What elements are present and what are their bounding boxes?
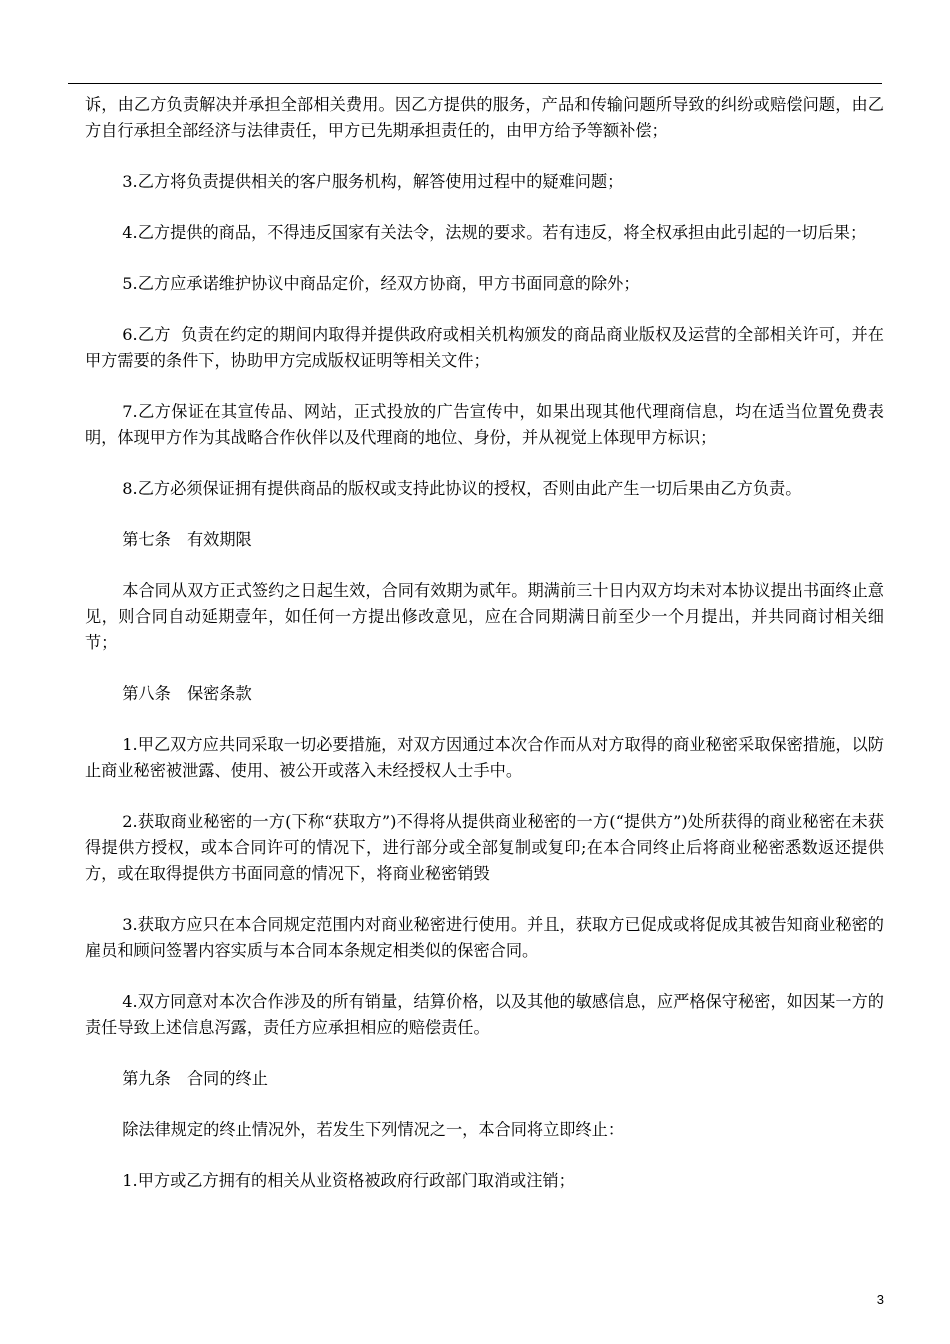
paragraph-continuation: 诉，由乙方负责解决并承担全部相关费用。因乙方提供的服务，产品和传输问题所导致的纠纷或赔偿问题，由乙方自行承担全部经济与法律责任，甲方已先期承担责任的，由甲方给予等额补偿； — [85, 95, 884, 140]
clause-5: 5.乙方应承诺维护协议中商品定价，经双方协商，甲方书面同意的除外； — [122, 274, 640, 293]
article-8-clause-2: 2.获取商业秘密的一方(下称“获取方”)不得将从提供商业秘密的一方(“提供方”)处所获得的商业秘密在未获得提供方授权，或本合同许可的情况下，进行部分或全部复制或复印;在本合同终止后将商业秘密悉数返还提供方，或在取得提供方书面同意的情况下，将商业秘密销毁 — [85, 812, 884, 883]
article-9-clause-1: 1.甲方或乙方拥有的相关从业资格被政府行政部门取消或注销； — [122, 1171, 575, 1190]
article-8-clause-4: 4.双方同意对本次合作涉及的所有销量，结算价格，以及其他的敏感信息，应严格保守秘密，如因某一方的责任导致上述信息泻露，责任方应承担相应的赔偿责任。 — [85, 992, 884, 1037]
article-8-heading: 第八条 保密条款 — [122, 684, 252, 703]
document-body — [85, 92, 884, 1219]
clause-7: 7.乙方保证在其宣传品、网站，正式投放的广告宣传中，如果出现其他代理商信息，均在适当位置免费表明，体现甲方作为其战略合作伙伴以及代理商的地位、身份，并从视觉上体现甲方标识； — [85, 402, 884, 447]
article-7-heading: 第七条 有效期限 — [122, 530, 252, 549]
article-7-body: 本合同从双方正式签约之日起生效，合同有效期为贰年。期满前三十日内双方均未对本协议提出书面终止意见，则合同自动延期壹年，如任何一方提出修改意见，应在合同期满日前至少一个月提出，并共同商讨相关细节； — [85, 581, 884, 652]
article-9-intro: 除法律规定的终止情况外，若发生下列情况之一，本合同将立即终止： — [122, 1120, 625, 1139]
clause-6: 6.乙方 负责在约定的期间内取得并提供政府或相关机构颁发的商品商业版权及运营的全部相关许可，并在甲方需要的条件下，协助甲方完成版权证明等相关文件； — [85, 325, 884, 370]
clause-3: 3.乙方将负责提供相关的客户服务机构，解答使用过程中的疑难问题； — [122, 172, 624, 191]
article-8-clause-3: 3.获取方应只在本合同规定范围内对商业秘密进行使用。并且，获取方已促成或将促成其被告知商业秘密的雇员和顾问签署内容实质与本合同本条规定相类似的保密合同。 — [85, 915, 884, 960]
article-9-heading: 第九条 合同的终止 — [122, 1069, 268, 1088]
clause-8: 8.乙方必须保证拥有提供商品的版权或支持此协议的授权，否则由此产生一切后果由乙方负责。 — [122, 479, 802, 498]
clause-4: 4.乙方提供的商品，不得违反国家有关法令，法规的要求。若有违反，将全权承担由此引起的一切后果； — [122, 223, 867, 242]
page-number: 3 — [876, 1292, 884, 1307]
header-rule — [68, 83, 882, 84]
article-8-clause-1: 1.甲乙双方应共同采取一切必要措施，对双方因通过本次合作而从对方取得的商业秘密采取保密措施，以防止商业秘密被泄露、使用、被公开或落入未经授权人士手中。 — [85, 735, 884, 780]
